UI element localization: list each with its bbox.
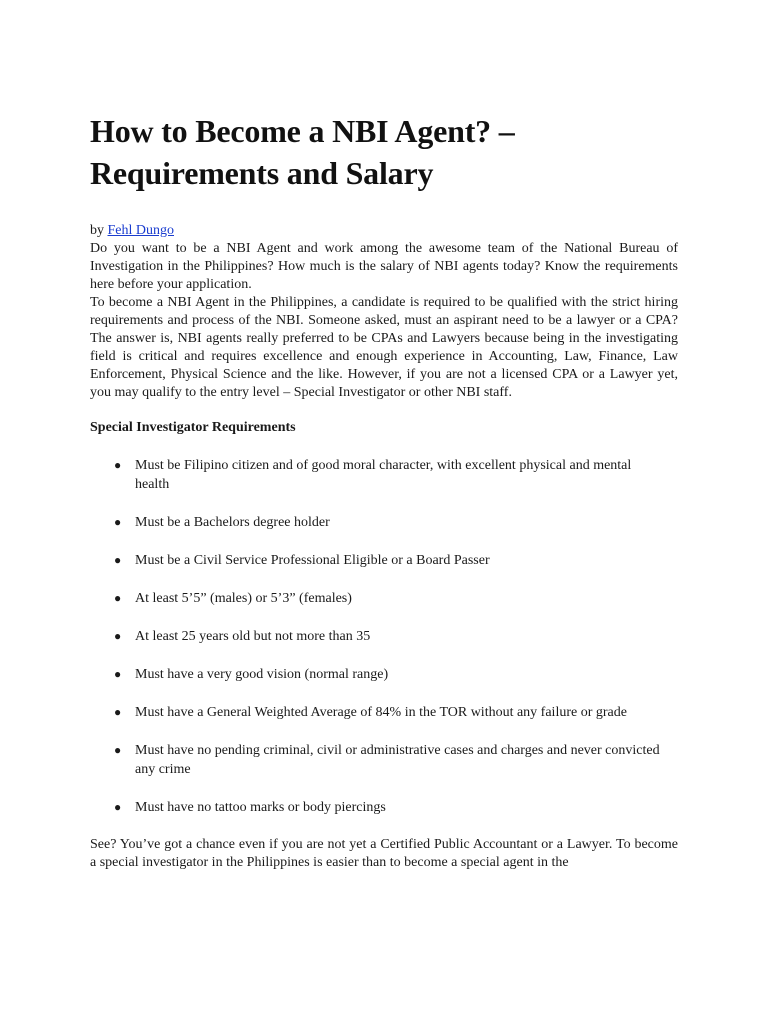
- intro-paragraph: Do you want to be a NBI Agent and work among the awesome team of the National Bureau of Investigation in the Philippines? How much is the salary of NBI agents today? Know the requirements here before your application.: [90, 241, 678, 292]
- list-item: [90, 703, 678, 722]
- closing-paragraph: See? You’ve got a chance even if you are not yet a Certified Public Accountant or a Lawyer. To become a special investigator in the Philippines is easier than to become a special agent in the: [90, 837, 678, 870]
- author-link[interactable]: Fehl Dungo: [107, 223, 174, 238]
- byline-label: by: [90, 223, 104, 238]
- bullet-icon: ●: [114, 667, 122, 681]
- bullet-icon: ●: [114, 629, 122, 643]
- article-title: How to Become a NBI Agent? – Requirements and Salary: [90, 113, 515, 191]
- list-item-text: Must have no pending criminal, civil or administrative cases and charges and never convicted any crime: [135, 743, 660, 777]
- list-item: [90, 798, 678, 817]
- list-item-text: Must be a Bachelors degree holder: [135, 515, 330, 530]
- bullet-icon: ●: [114, 800, 122, 814]
- section-heading: Special Investigator Requirements: [90, 420, 296, 435]
- list-item-text: Must have a General Weighted Average of 84% in the TOR without any failure or grade: [135, 705, 627, 720]
- byline: [90, 222, 678, 240]
- bullet-icon: ●: [114, 458, 122, 472]
- list-item: [90, 456, 678, 494]
- requirements-list: [90, 456, 678, 817]
- list-item: [90, 551, 678, 570]
- list-item-text: Must have a very good vision (normal range): [135, 667, 389, 682]
- bullet-icon: ●: [114, 743, 122, 757]
- article-page: [90, 110, 678, 872]
- list-item: [90, 627, 678, 646]
- bullet-icon: ●: [114, 705, 122, 719]
- list-item-text: At least 5’5” (males) or 5’3” (females): [135, 591, 352, 606]
- list-item: [90, 665, 678, 684]
- bullet-icon: ●: [114, 591, 122, 605]
- list-item: [90, 513, 678, 532]
- bullet-icon: ●: [114, 515, 122, 529]
- body-paragraph: To become a NBI Agent in the Philippines, a candidate is required to be qualified with the strict hiring requirements and process of the NBI. Someone asked, must an aspirant need to be a lawyer or a CPA? The answer is, NBI agents really preferred to be CPAs and Lawyers because being in the investigating field is critical and requires excellence and enough experience in Accounting, Law, Finance, Law Enforcement, Physical Science and the like. However, if you are not a licensed CPA or a Lawyer yet, you may qualify to the entry level – Special Investigator or other NBI staff.: [90, 295, 678, 400]
- list-item-text: Must be Filipino citizen and of good moral character, with excellent physical and mental health: [135, 458, 632, 492]
- list-item-text: At least 25 years old but not more than 35: [135, 629, 371, 644]
- list-item: [90, 589, 678, 608]
- list-item-text: Must have no tattoo marks or body piercings: [135, 800, 386, 815]
- list-item: [90, 741, 678, 779]
- list-item-text: Must be a Civil Service Professional Eligible or a Board Passer: [135, 553, 490, 568]
- bullet-icon: ●: [114, 553, 122, 567]
